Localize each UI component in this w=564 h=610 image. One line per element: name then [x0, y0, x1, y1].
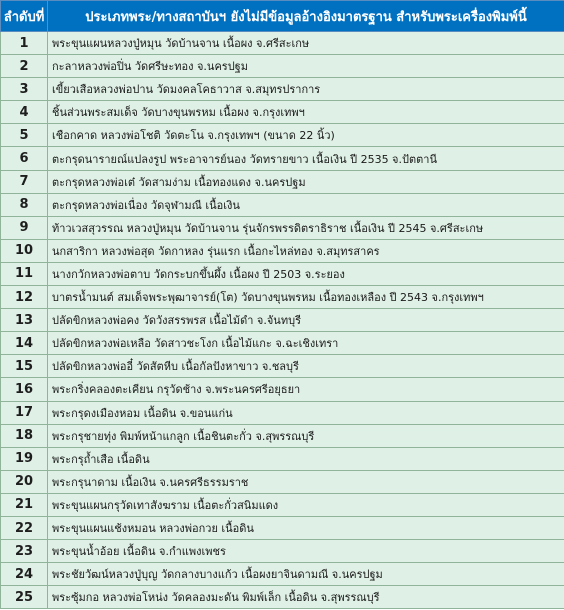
- table-row: [1, 470, 564, 493]
- amulet-name: พระกรุดงเมืองหอม เนื้อดิน จ.ขอนแก่น: [48, 401, 564, 424]
- row-number: 17: [1, 401, 48, 424]
- amulet-name: ตะกรุดหลวงพ่อเนื่อง วัดจุฬามณี เนื้อเงิน: [48, 193, 564, 216]
- row-number: 23: [1, 540, 48, 563]
- table-row: [1, 586, 564, 609]
- table-row: [1, 239, 564, 262]
- table-row: [1, 101, 564, 124]
- row-number: 1: [1, 32, 48, 55]
- row-number: 21: [1, 493, 48, 516]
- amulet-name: พระขุนแผนกรุวัดเทาสังฆราม เนื้อตะกั่วสนิมแดง: [48, 493, 564, 516]
- row-number: 4: [1, 101, 48, 124]
- table-row: [1, 147, 564, 170]
- amulet-name: พระขุนแผนหลวงปู่หมุน วัดบ้านจาน เนื้อผง จ.ศรีสะเกษ: [48, 32, 564, 55]
- amulet-name: ปลัดขิกหลวงพ่อเหลือ วัดสาวชะโงก เนื้อไม้แกะ จ.ฉะเชิงเทรา: [48, 332, 564, 355]
- amulet-name: พระขุนแผนแช้งหมอน หลวงพ่อกวย เนื้อดิน: [48, 516, 564, 539]
- row-number: 5: [1, 124, 48, 147]
- amulet-name: พระกรุถ้ำเสือ เนื้อดิน: [48, 447, 564, 470]
- row-number: 6: [1, 147, 48, 170]
- row-number: 3: [1, 78, 48, 101]
- amulet-name: พระชัยวัฒน์หลวงปู่บุญ วัดกลางบางแก้ว เนื้อผงยาจินดามณี จ.นครปฐม: [48, 563, 564, 586]
- table-row: [1, 424, 564, 447]
- amulet-name: ปลัดขิกหลวงพ่ออี๋ วัดสัตหีบ เนื้อกัลปังหาขาว จ.ชลบุรี: [48, 355, 564, 378]
- amulet-name: กะลาหลวงพ่อปิ่น วัดศรีษะทอง จ.นครปฐม: [48, 55, 564, 78]
- row-number: 20: [1, 470, 48, 493]
- row-number: 11: [1, 262, 48, 285]
- amulet-name: ท้าวเวสสุวรรณ หลวงปู่หมุน วัดบ้านจาน รุ่นจักรพรรดิตราธิราช เนื้อเงิน ปี 2545 จ.ศรีสะเกษ: [48, 216, 564, 239]
- row-number: 2: [1, 55, 48, 78]
- amulet-name: ตะกรุดนารายณ์แปลงรูป พระอาจารย์นอง วัดทรายขาว เนื้อเงิน ปี 2535 จ.ปัตตานี: [48, 147, 564, 170]
- row-number: 14: [1, 332, 48, 355]
- table-row: [1, 401, 564, 424]
- table-row: [1, 262, 564, 285]
- table-row: [1, 378, 564, 401]
- table-row: [1, 516, 564, 539]
- table-row: [1, 309, 564, 332]
- row-number: 15: [1, 355, 48, 378]
- table-row: [1, 563, 564, 586]
- amulet-name: เชือกคาด หลวงพ่อโชติ วัดตะโน จ.กรุงเทพฯ (ขนาด 22 นิ้ว): [48, 124, 564, 147]
- row-number: 9: [1, 216, 48, 239]
- row-number: 12: [1, 286, 48, 309]
- table-row: [1, 193, 564, 216]
- header-row: [1, 1, 564, 32]
- table-row: [1, 286, 564, 309]
- row-number: 10: [1, 239, 48, 262]
- table-row: [1, 170, 564, 193]
- amulet-name: พระกรุชายทุ่ง พิมพ์หน้าแกลูก เนื้อชินตะกั่ว จ.สุพรรณบุรี: [48, 424, 564, 447]
- table-row: [1, 55, 564, 78]
- amulet-name: พระกรุนาดาม เนื้อเงิน จ.นครศรีธรรมราช: [48, 470, 564, 493]
- table-row: [1, 447, 564, 470]
- amulet-name: นกสาริกา หลวงพ่อสุด วัดกาหลง รุ่นแรก เนื้อกะไหล่ทอง จ.สมุทรสาคร: [48, 239, 564, 262]
- row-number: 19: [1, 447, 48, 470]
- amulet-name: เขี้ยวเสือหลวงพ่อปาน วัดมงคลโคธาวาส จ.สมุทรปราการ: [48, 78, 564, 101]
- amulet-name: ชิ้นส่วนพระสมเด็จ วัดบางขุนพรหม เนื้อผง จ.กรุงเทพฯ: [48, 101, 564, 124]
- amulet-name: พระขุนน้ำอ้อย เนื้อดิน จ.กำแพงเพชร: [48, 540, 564, 563]
- amulet-name: ตะกรุดหลวงพ่อเต๋ วัดสามง่าม เนื้อทองแดง จ.นครปฐม: [48, 170, 564, 193]
- row-number: 22: [1, 516, 48, 539]
- amulet-name: บาตรน้ำมนต์ สมเด็จพระพุฒาจารย์(โต) วัดบางขุนพรหม เนื้อทองเหลือง ปี 2543 จ.กรุงเทพฯ: [48, 286, 564, 309]
- table-row: [1, 493, 564, 516]
- row-number: 16: [1, 378, 48, 401]
- amulet-name: พระกริ่งคลองตะเคียน กรุวัดช้าง จ.พระนครศรีอยุธยา: [48, 378, 564, 401]
- amulet-name: นางกวักหลวงพ่อตาบ วัดกระบกขึ้นผึ้ง เนื้อผง ปี 2503 จ.ระยอง: [48, 262, 564, 285]
- row-number: 24: [1, 563, 48, 586]
- row-number: 13: [1, 309, 48, 332]
- header-amulet-type: ประเภทพระ/ทางสถาบันฯ ยังไม่มีข้อมูลอ้างอิงมาตรฐาน สำหรับพระเครื่องพิมพ์นี้: [48, 1, 564, 32]
- table-row: [1, 78, 564, 101]
- row-number: 25: [1, 586, 48, 609]
- row-number: 8: [1, 193, 48, 216]
- table-row: [1, 332, 564, 355]
- row-number: 7: [1, 170, 48, 193]
- table-row: [1, 355, 564, 378]
- header-order-number: ลำดับที่: [1, 1, 48, 32]
- table-row: [1, 540, 564, 563]
- table-row: [1, 32, 564, 55]
- amulet-name: พระซุ้มกอ หลวงพ่อโหน่ง วัดคลองมะดัน พิมพ์เล็ก เนื้อดิน จ.สุพรรณบุรี: [48, 586, 564, 609]
- amulet-name: ปลัดขิกหลวงพ่อคง วัดวังสรรพรส เนื้อไม้ดำ จ.จันทบุรี: [48, 309, 564, 332]
- row-number: 18: [1, 424, 48, 447]
- table-row: [1, 124, 564, 147]
- table-row: [1, 216, 564, 239]
